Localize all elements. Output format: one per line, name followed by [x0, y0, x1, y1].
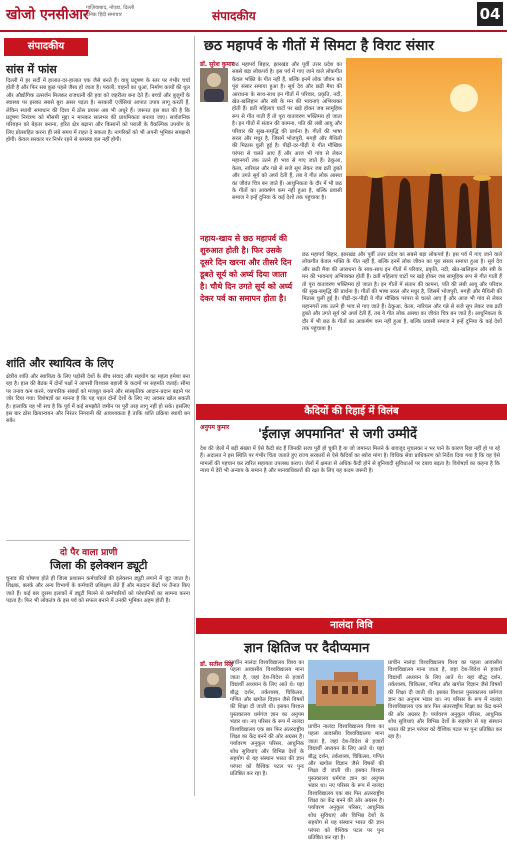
author-silhouette-icon: [200, 68, 228, 102]
nalanda-body-3: प्राचीन नालंदा विश्वविद्यालय विश्व का पहला आवासीय विश्वविद्यालय माना जाता है, जहां देश-विदेश से हजारों विद्यार्थी अध्ययन के लिए आते थे। यहां बौद्ध दर्शन, तर्कशास्त्र, चिकित्सा, गणित और खगोल विज्ञान जैसे विषयों की शिक्षा दी जाती थी। इसका विशाल पुस्तकालय धर्मगंज ज्ञान का अनुपम भंडार था। नए परिसर के रूप में नालंदा विश्वविद्यालय एक बार फिर अंतरराष्ट्रीय शिक्षा का केंद्र बनने की ओर अग्रसर है। पर्यावरण अनुकूल परिसर, आधुनिक शोध सुविधाएं और विभिन्न देशों के सहयोग से यह संस्थान भारत की ज्ञान परंपरा को वैश्विक पटल पर पुनः प्रतिष्ठित कर रहा है।: [308, 724, 384, 842]
divider: [6, 540, 190, 541]
nalanda-body-1: प्राचीन नालंदा विश्वविद्यालय विश्व का पहला आवासीय विश्वविद्यालय माना जाता है, जहां देश-विदेश से हजारों विद्यार्थी अध्ययन के लिए आते थे। यहां बौद्ध दर्शन, तर्कशास्त्र, चिकित्सा, गणित और खगोल विज्ञान जैसे विषयों की शिक्षा दी जाती थी। इसका विशाल पुस्तकालय धर्मगंज ज्ञान का अनुपम भंडार था। नए परिसर के रूप में नालंदा विश्वविद्यालय एक बार फिर अंतरराष्ट्रीय शिक्षा का केंद्र बनने की ओर अग्रसर है। पर्यावरण अनुकूल परिसर, आधुनिक शोध सुविधाएं और विभिन्न देशों के सहयोग से यह संस्थान भारत की ज्ञान परंपरा को वैश्विक पटल पर पुनः प्रतिष्ठित कर रहा है।: [230, 660, 304, 778]
prisoners-banner-label: कैदियों की रिहाई में विलंब: [304, 406, 399, 417]
section-title: संपादकीय: [212, 9, 256, 23]
editorial-banner: [4, 38, 88, 56]
masthead: [0, 0, 507, 32]
nalanda-banner-label: नालंदा विवि: [330, 620, 373, 631]
nalanda-byline: डॉ. सतीश सिंह: [200, 661, 234, 668]
editorial-title: सांस में फांस: [6, 63, 57, 76]
editorial-banner-label: संपादकीय: [27, 41, 65, 52]
issue-info: [86, 5, 134, 19]
prisoners-headline: 'ईलाज़ अपमानित' से जगी उम्मीदें: [258, 427, 417, 442]
author-silhouette-icon: [200, 668, 226, 698]
box-body: चुनाव की घोषणा होते ही जिला प्रशासन कर्मचारियों की इलेक्शन ड्यूटी लगाने में जुट जाता है। शिक्षक, क्लर्क और अन्य विभागों के कर्मचारी प्रशिक्षण लेते हैं और मतदान केंद्रों पर तैनात किए जाते हैं। कई बार दूरस्थ इलाकों में ड्यूटी मिलने से कर्मचारियों को परेशानियों का सामना करना पड़ता है। फिर भी लोकतंत्र के इस पर्व को सफल बनाने में उनकी भूमिका अहम होती है।: [6, 576, 190, 605]
author-photo: [200, 68, 228, 102]
brand-logo: खोजो एनसीआर: [6, 7, 89, 23]
editorial-body: दिल्ली में हर सर्दी में हालात-दर-हालात एक जैसे बनते हैं। वायु प्रदूषण के स्तर पर गंभीर चर्चा होती है और फिर सब कुछ पहले जैसा हो जाता है। पराली, वाहनों का धुआं, निर्माण कार्यों की धूल और औद्योगिक उत्सर्जन मिलकर राजधानी की हवा को जहरीला बना देते हैं। बच्चों और बुजुर्गों के स्वास्थ्य पर इसका सबसे बुरा असर पड़ता है। सरकारी एजेंसियां आपात उपाय लागू करती हैं, लेकिन स्थायी समाधान की दिशा में ठोस प्रयास अब भी अधूरे हैं। जरूरत इस बात की है कि प्रदूषण नियंत्रण को मौसमी मुद्दा न मानकर सालभर की प्राथमिकता बनाया जाए। सार्वजनिक परिवहन को बेहतर बनाना, हरित क्षेत्र बढ़ाना और किसानों को पराली के वैकल्पिक उपयोग के लिए प्रोत्साहित करना ही लंबे समय में राहत दे सकता है। नागरिकों को भी अपनी भूमिका समझनी होगी। केवल सरकार पर निर्भर रहने से समस्या हल नहीं होगी।: [6, 78, 190, 144]
prisoners-author: अनुपम कुमार: [200, 424, 230, 431]
nalanda-banner: [196, 618, 507, 634]
main-headline: छठ महापर्व के गीतों में सिमटा है विराट संसार: [204, 38, 435, 54]
main-body-1: छठ महापर्व बिहार, झारखंड और पूर्वी उत्तर प्रदेश का सबसे बड़ा लोकपर्व है। इस पर्व में गाए जाने वाले लोकगीत केवल भक्ति के गीत नहीं हैं, बल्कि इनमें लोक जीवन का पूरा संसार समाया हुआ है। सूर्य देव और छठी मैया की आराधना के साथ-साथ इन गीतों में परिवार, प्रकृति, नदी, खेत-खलिहान और स्त्री के मन की भावनाएं अभिव्यक्त होती हैं। व्रती महिलाएं घाटों पर खड़े होकर जब सामूहिक रूप से गीत गाती हैं तो पूरा वातावरण भक्तिमय हो जाता है। इन गीतों में संतान की कामना, पति की लंबी आयु और परिवार की सुख-समृद्धि की प्रार्थना है। गीतों की भाषा सरल और मधुर है, जिसमें भोजपुरी, मगही और मैथिली की मिठास घुली हुई है। पीढ़ी-दर-पीढ़ी ये गीत मौखिक परंपरा से चलते आए हैं और आज भी गांव से लेकर महानगरों तक उतने ही भाव से गाए जाते हैं। ठेकुआ, केला, नारियल और गन्ने से सजे सूप लेकर जब व्रती डूबते और उगते सूर्य को अर्घ्य देती हैं, तब ये गीत लोक आस्था का जीवंत चित्र बन जाते हैं। आधुनिकता के दौर में भी छठ के गीतों का आकर्षण कम नहीं हुआ है, बल्कि प्रवासी समाज ने इन्हें दुनिया के कई देशों तक पहुंचाया है।: [232, 62, 342, 202]
nalanda-author-photo: [200, 668, 226, 698]
issue-line-2: दैनिक हिंदी समाचार: [86, 12, 122, 18]
column-divider: [194, 36, 195, 796]
prisoners-banner: [196, 404, 507, 420]
box-title: दो पैर वाला प्राणी: [60, 548, 118, 558]
main-quote: नहाय-खाय से छठ महापर्व की शुरुआत होती है। फिर उसके दूसरे दिन खरना और तीसरे दिन डूबते सूर्य को अर्घ्य दिया जाता है। चौथे दिन उगते सूर्य को अर्घ्य देकर पर्व का समापन होता है।: [200, 233, 293, 303]
peace-body: क्षेत्रीय शांति और स्थायित्व के लिए पड़ोसी देशों के बीच संवाद और सहयोग का महत्व हमेशा बना रहा है। हाल की बैठक में दोनों पक्षों ने आपसी विश्वास बहाली के कदमों पर सहमति जताई। सीमा पर तनाव कम करने, व्यापारिक संबंधों को मजबूत बनाने और सांस्कृतिक आदान-प्रदान बढ़ाने पर जोर दिया गया। विशेषज्ञों का मानना है कि यह पहल दोनों देशों के लिए नए अवसर खोल सकती है। हालांकि यह भी सच है कि पूर्व में कई समझौते जमीन पर पूरी तरह लागू नहीं हो सके। इसलिए इस बार ठोस क्रियान्वयन और निरंतर निगरानी की आवश्यकता है ताकि शांति प्रक्रिया स्थायी बन सके।: [6, 374, 190, 425]
main-byline: डॉ. सुरेश कुमार: [200, 61, 235, 68]
nalanda-photo: [308, 660, 384, 720]
prisoners-body: देश की जेलों में बड़ी संख्या में ऐसे कैदी बंद हैं जिनकी सजा पूरी हो चुकी है या जो जमानत मिलने के बावजूद मुचलका न भर पाने के कारण रिहा नहीं हो पा रहे हैं। अदालत ने इस स्थिति पर गंभीर चिंता जताते हुए राज्य सरकारों से ऐसे कैदियों का ब्योरा मांगा है। विधिक सेवा प्राधिकरण को निर्देश दिया गया है कि वह ऐसे मामलों की पहचान कर त्वरित सहायता उपलब्ध कराए। जेलों में क्षमता से अधिक कैदी होने से बुनियादी सुविधाओं पर दबाव बढ़ता है। विशेषज्ञों का कहना है कि न्याय में देरी भी अन्याय के समान है और मानवाधिकारों की रक्षा के लिए यह कदम जरूरी है।: [200, 446, 500, 475]
chhath-photo: [346, 58, 502, 248]
page-number: 04: [477, 2, 503, 26]
nalanda-body-2: प्राचीन नालंदा विश्वविद्यालय विश्व का पहला आवासीय विश्वविद्यालय माना जाता है, जहां देश-विदेश से हजारों विद्यार्थी अध्ययन के लिए आते थे। यहां बौद्ध दर्शन, तर्कशास्त्र, चिकित्सा, गणित और खगोल विज्ञान जैसे विषयों की शिक्षा दी जाती थी। इसका विशाल पुस्तकालय धर्मगंज ज्ञान का अनुपम भंडार था। नए परिसर के रूप में नालंदा विश्वविद्यालय एक बार फिर अंतरराष्ट्रीय शिक्षा का केंद्र बनने की ओर अग्रसर है। पर्यावरण अनुकूल परिसर, आधुनिक शोध सुविधाएं और विभिन्न देशों के सहयोग से यह संस्थान भारत की ज्ञान परंपरा को वैश्विक पटल पर पुनः प्रतिष्ठित कर रहा है।: [388, 660, 502, 741]
box-subtitle: जिला की इलेक्शन ड्यूटी: [50, 559, 148, 572]
main-body-2: छठ महापर्व बिहार, झारखंड और पूर्वी उत्तर प्रदेश का सबसे बड़ा लोकपर्व है। इस पर्व में गाए जाने वाले लोकगीत केवल भक्ति के गीत नहीं हैं, बल्कि इनमें लोक जीवन का पूरा संसार समाया हुआ है। सूर्य देव और छठी मैया की आराधना के साथ-साथ इन गीतों में परिवार, प्रकृति, नदी, खेत-खलिहान और स्त्री के मन की भावनाएं अभिव्यक्त होती हैं। व्रती महिलाएं घाटों पर खड़े होकर जब सामूहिक रूप से गीत गाती हैं तो पूरा वातावरण भक्तिमय हो जाता है। इन गीतों में संतान की कामना, पति की लंबी आयु और परिवार की सुख-समृद्धि की प्रार्थना है। गीतों की भाषा सरल और मधुर है, जिसमें भोजपुरी, मगही और मैथिली की मिठास घुली हुई है। पीढ़ी-दर-पीढ़ी ये गीत मौखिक परंपरा से चलते आए हैं और आज भी गांव से लेकर महानगरों तक उतने ही भाव से गाए जाते हैं। ठेकुआ, केला, नारियल और गन्ने से सजे सूप लेकर जब व्रती डूबते और उगते सूर्य को अर्घ्य देती हैं, तब ये गीत लोक आस्था का जीवंत चित्र बन जाते हैं। आधुनिकता के दौर में भी छठ के गीतों का आकर्षण कम नहीं हुआ है, बल्कि प्रवासी समाज ने इन्हें दुनिया के कई देशों तक पहुंचाया है।: [302, 252, 502, 333]
nalanda-headline: ज्ञान क्षितिज पर दैदीप्यमान: [244, 641, 370, 656]
peace-title: शांति और स्थायित्व के लिए: [6, 357, 114, 370]
issue-line-1: गाज़ियाबाद, नोएडा, दिल्ली: [86, 5, 135, 11]
